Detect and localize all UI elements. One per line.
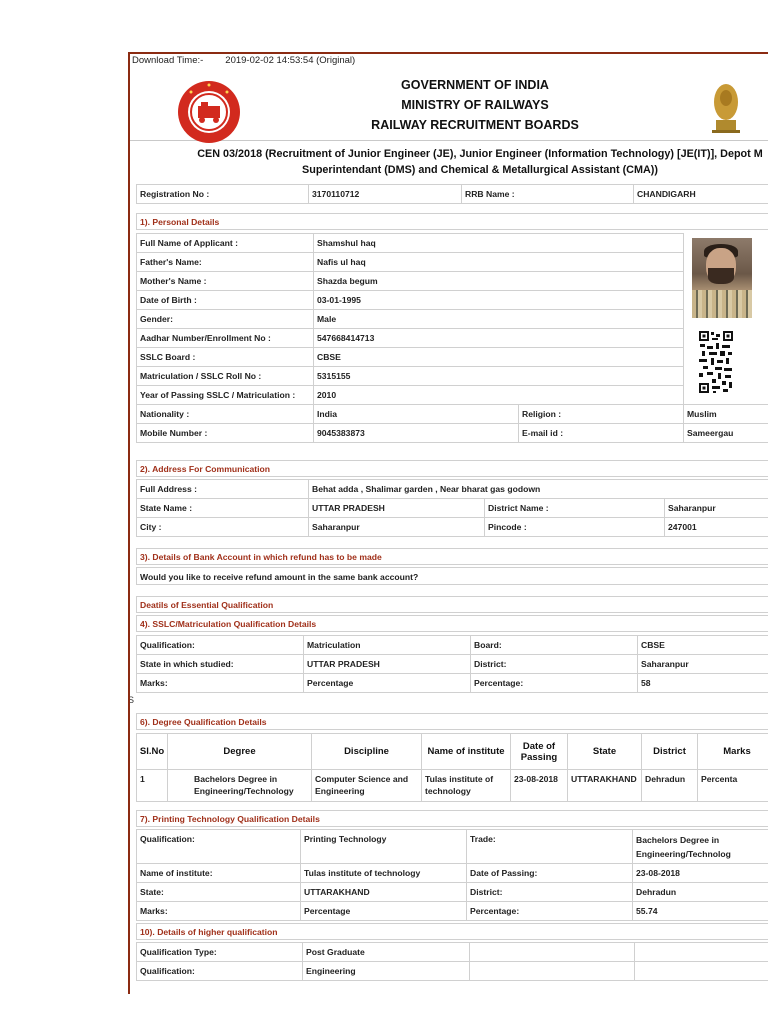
cen-title: CEN 03/2018 (Recruitment of Junior Engineer (JE), Junior Engineer (Information Technology) [JE(IT)], Depot M Superintendant (DMS) and Chemical & Metallurgical Assistant (CMA)) xyxy=(197,148,763,176)
table-row: Father's Name: Nafis ul haq xyxy=(137,253,768,272)
header-line-ministry: MINISTRY OF RAILWAYS xyxy=(401,98,549,112)
stray-letter: S xyxy=(128,695,135,705)
section-title-degree: 6). Degree Qualification Details xyxy=(136,713,768,730)
table-row: Nationality : India Religion : Muslim xyxy=(137,405,768,424)
table-row: SSLC Board : CBSE xyxy=(137,348,768,367)
table-row: State Name : UTTAR PRADESH District Name : Saharanpur xyxy=(137,499,768,518)
qr-code-icon xyxy=(698,330,734,394)
table-row: Matriculation / SSLC Roll No : 5315155 xyxy=(137,367,768,386)
address-table xyxy=(136,479,768,537)
registration-table xyxy=(136,184,768,204)
table-row: Full Name of Applicant : Shamshul haq xyxy=(137,234,768,253)
table-row: State: UTTARAKHAND District: Dehradun xyxy=(137,883,768,902)
section-title-essential: Deatils of Essential Qualification xyxy=(136,596,768,613)
table-row: Qualification: Printing Technology Trade: Bachelors Degree in Engineering/Technolog xyxy=(137,830,768,864)
section-title-bank: 3). Details of Bank Account in which refund has to be made xyxy=(136,548,768,565)
personal-details-table xyxy=(136,233,768,443)
national-emblem-logo xyxy=(708,80,744,138)
table-row: Qualification Type: Post Graduate xyxy=(137,943,768,962)
table-row: Qualification: Engineering xyxy=(137,962,768,981)
table-row: Mobile Number : 9045383873 E-mail id : Sameergau xyxy=(137,424,768,443)
bank-refund-question: Would you like to receive refund amount in the same bank account? xyxy=(136,567,768,585)
table-row: Aadhar Number/Enrollment No : 547668414713 xyxy=(137,329,768,348)
form-header xyxy=(130,68,768,141)
table-header-row: Sl.No Degree Discipline Name of institute Date of Passing State District Marks xyxy=(137,734,768,770)
header-line-rrb: RAILWAY RECRUITMENT BOARDS xyxy=(371,118,579,132)
table-row: Year of Passing SSLC / Matriculation : 2010 xyxy=(137,386,768,405)
section-title-personal: 1). Personal Details xyxy=(136,213,768,230)
table-row: Gender: Male xyxy=(137,310,768,329)
table-row: City : Saharanpur Pincode : 247001 xyxy=(137,518,768,537)
table-row: Mother's Name : Shazda begum xyxy=(137,272,768,291)
section-title-printing: 7). Printing Technology Qualification Details xyxy=(136,810,768,827)
degree-table xyxy=(136,733,768,802)
table-row: Registration No : 3170110712 RRB Name : CHANDIGARH xyxy=(137,185,768,204)
section-title-address: 2). Address For Communication xyxy=(136,460,768,477)
table-row: Name of institute: Tulas institute of technology Date of Passing: 23-08-2018 xyxy=(137,864,768,883)
application-form xyxy=(128,52,768,994)
table-row: Full Address : Behat adda , Shalimar garden , Near bharat gas godown xyxy=(137,480,768,499)
higher-qualification-table xyxy=(136,942,768,981)
header-line-government: GOVERNMENT OF INDIA xyxy=(401,78,549,92)
section-title-higher: 10). Details of higher qualification xyxy=(136,923,768,940)
sslc-table xyxy=(136,635,768,693)
table-row: 1 Bachelors Degree in Engineering/Technology Computer Science and Engineering Tulas institute of technology 23-08-2018 UTTARAKHAND Dehradun Percenta xyxy=(137,770,768,802)
download-time: Download Time:- 2019-02-02 14:53:54 (Original) xyxy=(132,55,356,66)
table-row: Marks: Percentage Percentage: 55.74 xyxy=(137,902,768,921)
applicant-photo xyxy=(692,238,752,318)
table-row: Qualification: Matriculation Board: CBSE xyxy=(137,636,768,655)
table-row: State in which studied: UTTAR PRADESH District: Saharanpur xyxy=(137,655,768,674)
section-title-sslc: 4). SSLC/Matriculation Qualification Details xyxy=(136,615,768,632)
table-row: Marks: Percentage Percentage: 58 xyxy=(137,674,768,693)
printing-table xyxy=(136,829,768,921)
table-row: Date of Birth : 03-01-1995 xyxy=(137,291,768,310)
